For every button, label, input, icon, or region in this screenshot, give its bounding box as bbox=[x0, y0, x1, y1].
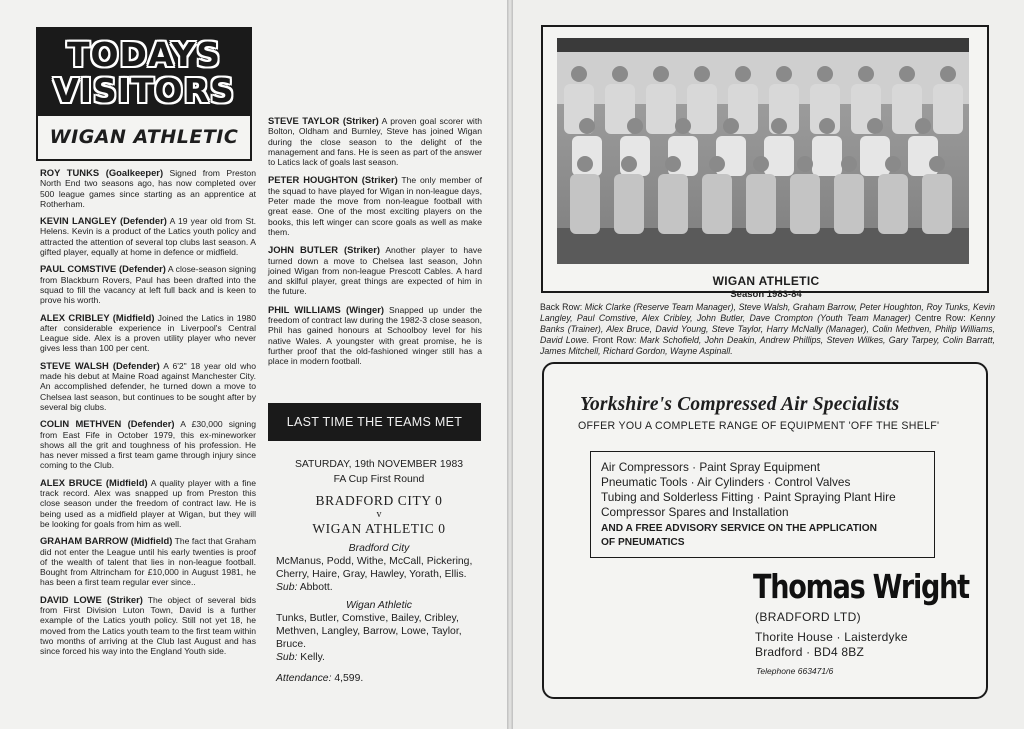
player-silhouette-head bbox=[627, 118, 643, 134]
photo-caption bbox=[543, 274, 989, 300]
player-bio: A 6'2" 18 year old who made his debut at Maine Road against Manchester City. An accomplished defender, he turned down a move to Chelsea last season, but continues to be sought after by several big clubs. bbox=[40, 360, 256, 412]
home-sub-name: Abbott. bbox=[299, 582, 333, 593]
home-score: BRADFORD CITY 0 bbox=[315, 493, 443, 508]
player-silhouette-head bbox=[579, 118, 595, 134]
service-line: Compressor Spares and Installation bbox=[601, 505, 789, 519]
player-silhouette-head bbox=[723, 118, 739, 134]
centre-row-names: Kenny Banks (Trainer), Alex Bruce, David Young, Steve Taylor, Harry McNally (Manager), Colin Methven, Philip Williams, David Lowe. bbox=[540, 313, 995, 345]
advisory-line-2: OF PNEUMATICS bbox=[601, 537, 685, 548]
player-profile bbox=[40, 595, 256, 657]
player-bio: A 19 year old from St. Helens. Kevin is a product of the Latics youth policy and attracted the attention of several top clubs last season. A gifted player, equally at home in defence or midfield. bbox=[40, 216, 256, 258]
player-silhouette-body bbox=[860, 136, 890, 176]
player-silhouette-head bbox=[694, 66, 710, 82]
player-profiles-column-2 bbox=[268, 116, 482, 375]
player-silhouette-head bbox=[571, 66, 587, 82]
title-black-band bbox=[38, 29, 250, 116]
attendance bbox=[276, 672, 482, 685]
player-silhouette-head bbox=[867, 118, 883, 134]
player-name: ALEX CRIBLEY (Midfield) bbox=[40, 311, 155, 323]
player-profile bbox=[40, 361, 256, 412]
player-silhouette-body bbox=[790, 174, 820, 234]
away-sub-label: Sub: bbox=[276, 652, 298, 663]
company-sub: (BRADFORD LTD) bbox=[755, 610, 862, 624]
player-silhouette-body bbox=[922, 174, 952, 234]
player-bio: Joined the Latics in 1980 after considerable experience in Liverpool's Central League side. Alex is a proven utility player who never gives less than 100 per cent. bbox=[40, 312, 256, 354]
home-sub-label: Sub: bbox=[276, 582, 298, 593]
player-profile bbox=[268, 116, 482, 167]
player-name: PETER HOUGHTON (Striker) bbox=[268, 174, 398, 186]
player-name: JOHN BUTLER (Striker) bbox=[268, 244, 381, 256]
last-time-heading: LAST TIME THE TEAMS MET bbox=[268, 403, 481, 441]
player-silhouette-head bbox=[675, 118, 691, 134]
away-sub-name: Kelly. bbox=[300, 652, 325, 663]
player-silhouette-body bbox=[812, 136, 842, 176]
page-gutter bbox=[507, 0, 513, 729]
player-silhouette-head bbox=[819, 118, 835, 134]
service-line: Pneumatic Tools · Air Cylinders · Control Valves bbox=[601, 475, 851, 489]
player-silhouette-head bbox=[797, 156, 813, 172]
services-box bbox=[590, 451, 935, 558]
player-silhouette-head bbox=[899, 66, 915, 82]
player-silhouette-head bbox=[841, 156, 857, 172]
player-silhouette-body bbox=[614, 174, 644, 234]
player-silhouette-body bbox=[646, 84, 676, 134]
advisory-line-1: AND A FREE ADVISORY SERVICE ON THE APPLICATION bbox=[601, 523, 878, 534]
player-silhouette-body bbox=[878, 174, 908, 234]
title-line-1: TODAYS bbox=[66, 34, 221, 74]
home-sub bbox=[276, 581, 482, 594]
player-silhouette-head bbox=[885, 156, 901, 172]
away-score: WIGAN ATHLETIC 0 bbox=[312, 521, 446, 536]
attendance-label: Attendance: bbox=[276, 673, 332, 684]
player-name: PAUL COMSTIVE (Defender) bbox=[40, 263, 166, 275]
player-profile bbox=[40, 478, 256, 529]
front-row-label: Front Row: bbox=[592, 335, 637, 345]
player-silhouette-body bbox=[687, 84, 717, 134]
player-silhouette-head bbox=[940, 66, 956, 82]
player-bio: A close-season signing from Blackburn Rovers, Paul has been drafted into the squad to fill the vacancy at left full back and is keen to prove his worth. bbox=[40, 264, 256, 306]
attendance-value: 4,599. bbox=[334, 673, 364, 684]
team-photo bbox=[557, 38, 969, 264]
title-line-2: VISITORS bbox=[53, 70, 235, 110]
home-team-label: Bradford City bbox=[348, 543, 410, 554]
player-name: PHIL WILLIAMS (Winger) bbox=[268, 303, 384, 315]
player-silhouette-head bbox=[776, 66, 792, 82]
player-name: ALEX BRUCE (Midfield) bbox=[40, 476, 148, 488]
player-silhouette-head bbox=[621, 156, 637, 172]
player-silhouette-head bbox=[577, 156, 593, 172]
player-name: KEVIN LANGLEY (Defender) bbox=[40, 215, 167, 227]
team-photo-image bbox=[557, 38, 969, 264]
player-silhouette-body bbox=[834, 174, 864, 234]
company-logo-name: Thomas Wright bbox=[753, 567, 969, 606]
player-silhouette-head bbox=[709, 156, 725, 172]
player-bio: The object of several bids from First Division Luton Town, David is a further example of the Latics youth policy. Still not yet 18, he moved from the Latics youth team to the first team within two months of arriving at the Club last August and has since forced his way into the England Youth side. bbox=[40, 594, 257, 657]
front-row-names: Mark Schofield, John Deakin, Andrew Phillips, Steven Wilkes, Gary Tarpey, Colin Barratt, James Mitchell, Richard Gordon, Wayne Aspinall. bbox=[540, 335, 995, 356]
centre-row-label: Centre Row: bbox=[914, 313, 966, 323]
visiting-team-name: WIGAN ATHLETIC bbox=[49, 126, 239, 148]
player-silhouette-head bbox=[929, 156, 945, 172]
address-line-2: Bradford · BD4 8BZ bbox=[755, 645, 864, 659]
service-line: Air Compressors · Paint Spray Equipment bbox=[601, 460, 820, 474]
away-team-label: Wigan Athletic bbox=[346, 600, 412, 611]
player-name: GRAHAM BARROW (Midfield) bbox=[40, 535, 173, 547]
player-name: ROY TUNKS (Goalkeeper) bbox=[40, 167, 164, 178]
away-sub bbox=[276, 651, 482, 664]
todays-visitors-banner bbox=[36, 27, 252, 161]
player-silhouette-head bbox=[735, 66, 751, 82]
player-profile bbox=[40, 264, 256, 305]
player-silhouette-head bbox=[612, 66, 628, 82]
player-silhouette-head bbox=[653, 66, 669, 82]
player-profile bbox=[268, 245, 482, 296]
player-bio: A proven goal scorer with Bolton, Oldham and Burnley, Steve has joined Wigan during the close season to the delight of the management and fans. He is seen as part of the answer to Latics lack of goals last season. bbox=[268, 116, 482, 168]
player-profile bbox=[268, 305, 482, 367]
match-competition: FA Cup First Round bbox=[333, 474, 425, 485]
player-silhouette-body bbox=[658, 174, 688, 234]
player-bio: Signed from Preston North End two seasons ago, has now completed over 500 league games since starting as an apprentice at Rotherham. bbox=[40, 168, 256, 209]
player-silhouette-head bbox=[753, 156, 769, 172]
player-bio: The fact that Graham did not enter the League until his early twenties is proof of the wealth of talent that lies in non-league football. Bought from Altrincham for £10,000 in August 1981, he has been a first team regular ever since.. bbox=[40, 536, 256, 588]
player-silhouette-head bbox=[771, 118, 787, 134]
player-bio: The only member of the squad to have played for Wigan in non-league days, Peter made the move from non-league football with great ease. One of the most exciting players on the books, this left winger can score goals as well as make them. bbox=[268, 175, 482, 237]
photo-season: Season 1983-84 bbox=[730, 289, 802, 300]
player-name: STEVE WALSH (Defender) bbox=[40, 359, 160, 371]
back-row-names: Mick Clarke (Reserve Team Manager), Steve Walsh, Graham Barrow, Peter Houghton, Roy Tunks, Kevin Langley, Paul Comstive, Alex Cribley, John Butler, Dave Crompton (Youth Team Manager) bbox=[540, 302, 995, 323]
player-silhouette-body bbox=[933, 84, 963, 134]
player-silhouette-body bbox=[702, 174, 732, 234]
player-profile bbox=[40, 536, 256, 587]
player-profile bbox=[40, 419, 256, 470]
player-profile bbox=[40, 216, 256, 257]
service-line: Tubing and Solderless Fitting · Paint Spraying Plant Hire bbox=[601, 490, 896, 504]
player-silhouette-body bbox=[570, 174, 600, 234]
player-silhouette-head bbox=[915, 118, 931, 134]
advert-tagline: OFFER YOU A COMPLETE RANGE OF EQUIPMENT 'OFF THE SHELF' bbox=[578, 420, 940, 432]
player-bio: Another player to have turned down a move to Chelsea last season, John joined Wigan from non-league Prescott Cables. A hard and skilful player, great things are expected of him in the future. bbox=[268, 245, 482, 297]
telephone: Telephone 663471/6 bbox=[756, 666, 834, 676]
player-profiles-column-1 bbox=[40, 168, 256, 663]
last-match-report bbox=[276, 458, 482, 685]
versus: v bbox=[376, 509, 382, 520]
match-date: SATURDAY, 19th NOVEMBER 1983 bbox=[294, 459, 464, 470]
player-name: COLIN METHVEN (Defender) bbox=[40, 418, 175, 430]
back-row-label: Back Row: bbox=[540, 302, 583, 312]
address-line-1: Thorite House · Laisterdyke bbox=[755, 630, 908, 644]
player-name: STEVE TAYLOR (Striker) bbox=[268, 115, 379, 126]
player-bio: A quality player with a fine track record. Alex was snapped up from Preston this close season under the freedom of contract law. He is being used as a midfield player at Wigan, but they will be looking for goals from him as well. bbox=[40, 477, 256, 529]
player-bio: Snapped up under the freedom of contract law during the 1982-3 close season, Phil has gained honours at Schoolboy level for his native Wales. A youngster with great promise, he is further proof that the old-fashioned winger still has a place in modern football. bbox=[268, 304, 483, 367]
player-silhouette-body bbox=[764, 136, 794, 176]
photo-title: WIGAN ATHLETIC bbox=[712, 274, 820, 288]
away-lineup: Tunks, Butler, Comstive, Bailey, Cribley, Methven, Langley, Barrow, Lowe, Taylor, Bruce. bbox=[276, 613, 462, 650]
photo-names bbox=[540, 302, 995, 357]
player-profile bbox=[40, 313, 256, 354]
player-silhouette-head bbox=[817, 66, 833, 82]
advert-headline: Yorkshire's Compressed Air Specialists bbox=[580, 394, 900, 415]
player-name: DAVID LOWE (Striker) bbox=[40, 593, 143, 605]
player-profile bbox=[40, 168, 256, 209]
player-profile bbox=[268, 175, 482, 237]
home-lineup: McManus, Podd, Withe, McCall, Pickering, Cherry, Haire, Gray, Hawley, Yorath, Ellis. bbox=[276, 556, 473, 580]
player-bio: A £30,000 signing from East Fife in October 1979, this ex-mineworker shows all the grit and toughness of his profession. He has never missed a first team game through injury since coming to the Club. bbox=[40, 419, 256, 471]
player-silhouette-head bbox=[665, 156, 681, 172]
player-silhouette-body bbox=[746, 174, 776, 234]
player-silhouette-head bbox=[858, 66, 874, 82]
